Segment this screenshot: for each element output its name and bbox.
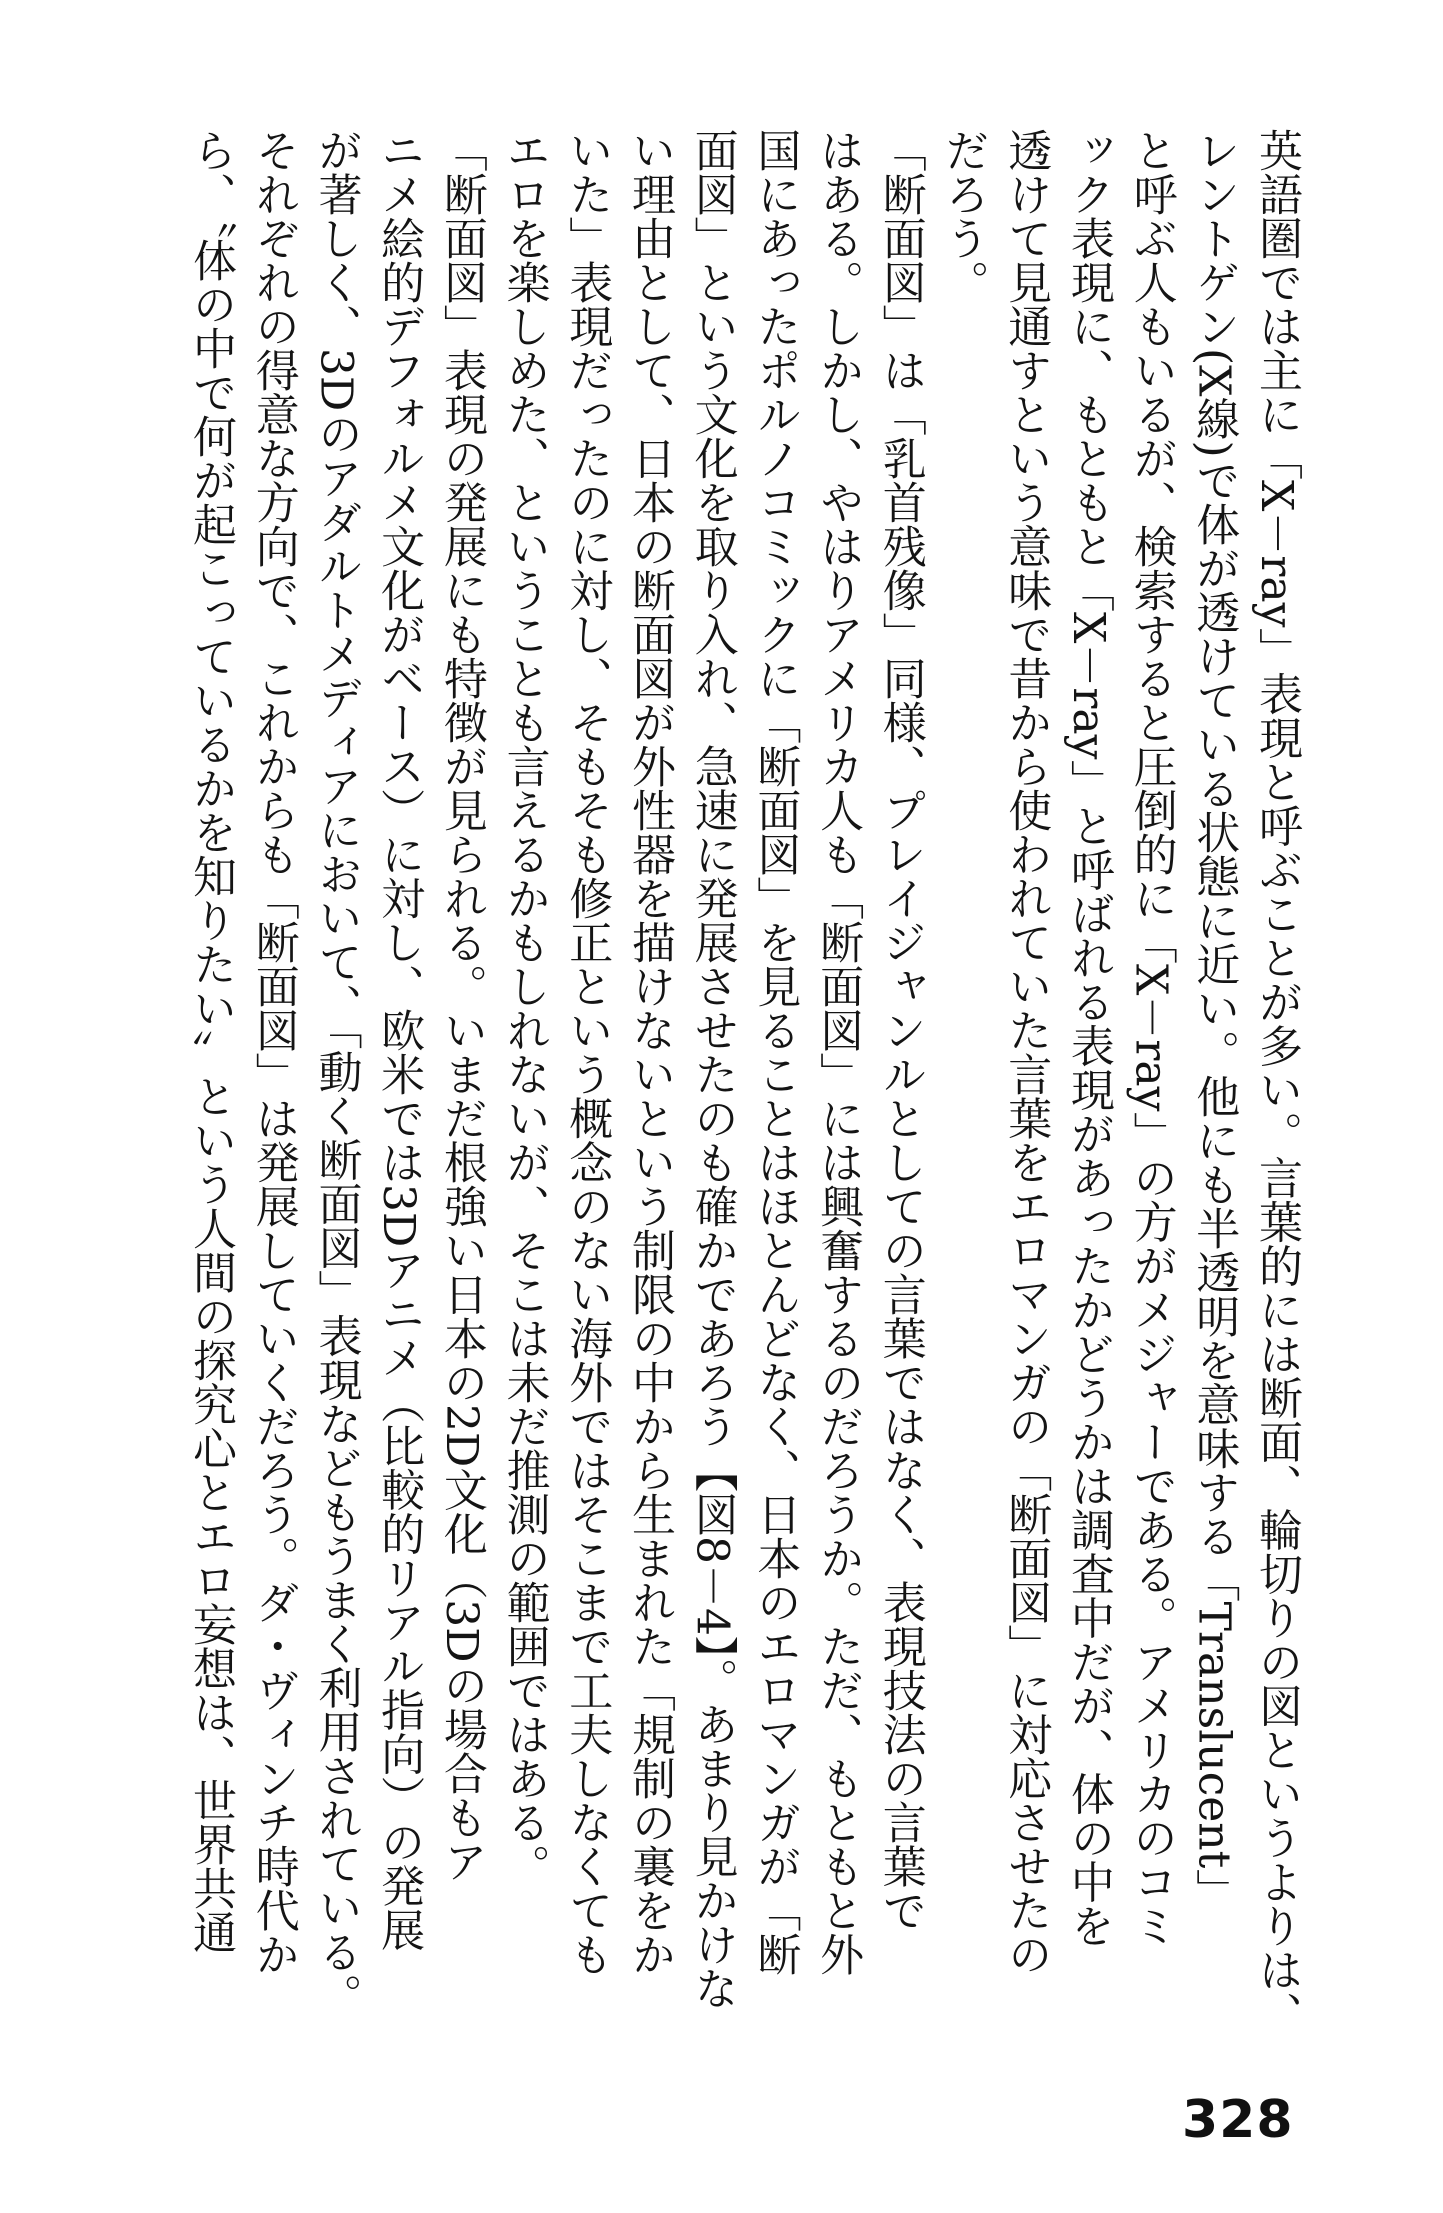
text-column: 「断面図」は「乳首残像」同様、プレイジャンルとしての言葉ではなく、表現技法の言葉で	[874, 128, 926, 1932]
text-column: ック表現に、もともと「X－ray」と呼ばれる表現があったかどうかは調査中だが、体の中を	[1062, 128, 1114, 1948]
text-column: 英語圏では主に「X－ray」表現と呼ぶことが多い。言葉的には断面、輪切りの図というよりは、	[1251, 128, 1302, 2036]
text-column: い理由として、日本の断面図が外性器を描けないという制限の中から生まれた「規制の裏をか	[623, 128, 675, 1976]
page-number: 328	[1182, 2090, 1294, 2150]
text-column: が著しく、3Dのアダルトメディアにおいて、「動く断面図」表現などもうまく利用されている。	[310, 128, 362, 2018]
text-column: ら、〝体の中で何が起こっているかを知りたい〟という人間の探究心とエロ妄想は、世界共通	[185, 128, 237, 1954]
text-column: 透けて見通すという意味で昔から使われていた言葉をエロマンガの「断面図」に対応させたの	[1000, 128, 1052, 1976]
text-column: 国にあったポルノコミックに「断面図」を見ることはほとんどなく、日本のエロマンガが「断	[749, 128, 801, 1976]
text-column: いた」表現だったのに対し、そもそも修正という概念のない海外ではそこまで工夫しなくても	[561, 128, 613, 1976]
text-column: エロを楽しめた、ということも言えるかもしれないが、そこは未だ推測の範囲ではある。	[498, 128, 550, 1888]
text-column: それぞれの得意な方向で、これからも「断面図」は発展していくだろう。ダ・ヴィンチ時代か	[247, 128, 299, 1976]
text-column: ニメ絵的デフォルメ文化がベース）に対し、欧米では3Dアニメ（比較的リアル指向）の発展	[373, 128, 425, 1952]
body-text	[178, 128, 1307, 2035]
text-column: と呼ぶ人もいるが、検索すると圧倒的に「X－ray」の方がメジャーである。アメリカのコミ	[1125, 128, 1177, 1948]
text-column: だろう。	[937, 128, 989, 304]
text-column: レントゲン(X線)で体が透けている状態に近い。他にも半透明を意味する「Translucent」	[1188, 128, 1240, 1913]
text-column: 「断面図」表現の発展にも特徴が見られる。いまだ根強い日本の2D文化（3Dの場合もア	[435, 128, 487, 1883]
text-column: はある。しかし、やはりアメリカ人も「断面図」には興奮するのだろうか。ただ、もともと外	[812, 128, 864, 1976]
text-column: 面図」という文化を取り入れ、急速に発展させたのも確かであろう【図8－4】。あまり見かけな	[686, 128, 738, 2010]
